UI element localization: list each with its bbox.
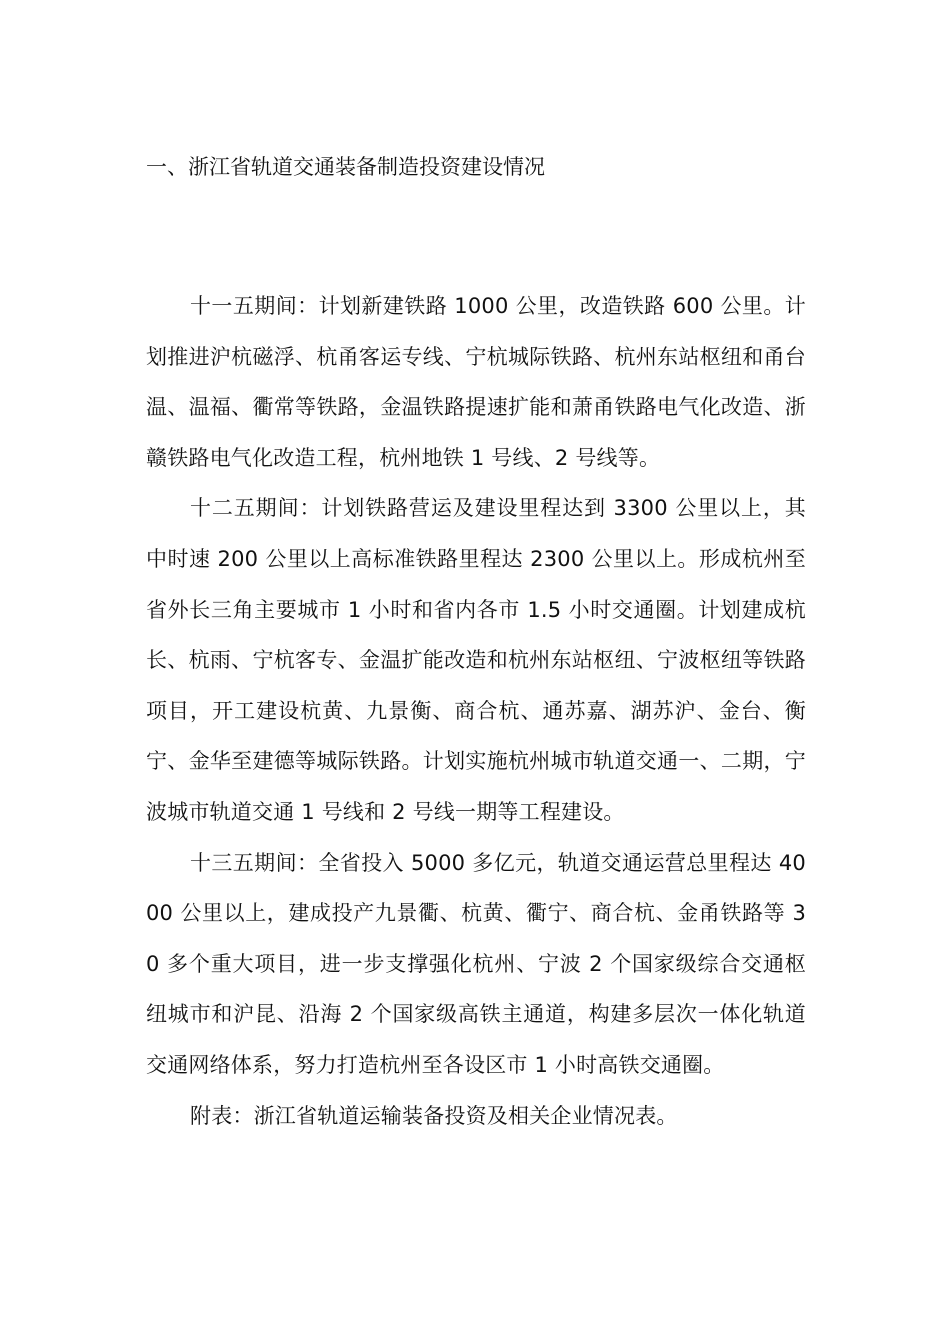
paragraph-12th-five-year: 十二五期间：计划铁路营运及建设里程达到 3300 公里以上，其中时速 200 公里以上高标准铁路里程达 2300 公里以上。形成杭州至省外长三角主要城市 1 小时和省内各市 1.5 小时交通圈。计划建成杭长、杭雨、宁杭客专、金温扩能改造和杭州东站枢纽、宁波枢纽等铁路项目，开工建设杭黄、九景衡、商合杭、通苏嘉、湖苏沪、金台、衡宁、金华至建德等城际铁路。计划实施杭州城市轨道交通一、二期，宁波城市轨道交通 1 号线和 2 号线一期等工程建设。 [146, 496, 806, 824]
paragraph-appendix-note: 附表：浙江省轨道运输装备投资及相关企业情况表。 [190, 1103, 678, 1128]
document-body [146, 281, 806, 1141]
paragraph-13th-five-year: 十三五期间：全省投入 5000 多亿元，轨道交通运营总里程达 4000 公里以上，建成投产九景衢、杭黄、衢宁、商合杭、金甬铁路等 30 多个重大项目，进一步支撑强化杭州、宁波 2 个国家级综合交通枢纽城市和沪昆、沿海 2 个国家级高铁主通道，构建多层次一体化轨道交通网络体系，努力打造杭州至各设区市 1 小时高铁交通圈。 [146, 850, 806, 1077]
section-heading: 一、浙江省轨道交通装备制造投资建设情况 [146, 155, 545, 179]
paragraph-11th-five-year: 十一五期间：计划新建铁路 1000 公里，改造铁路 600 公里。计划推进沪杭磁浮、杭甬客运专线、宁杭城际铁路、杭州东站枢纽和甬台温、温福、衢常等铁路，金温铁路提速扩能和萧甬铁路电气化改造、浙赣铁路电气化改造工程，杭州地铁 1 号线、2 号线等。 [146, 294, 806, 470]
